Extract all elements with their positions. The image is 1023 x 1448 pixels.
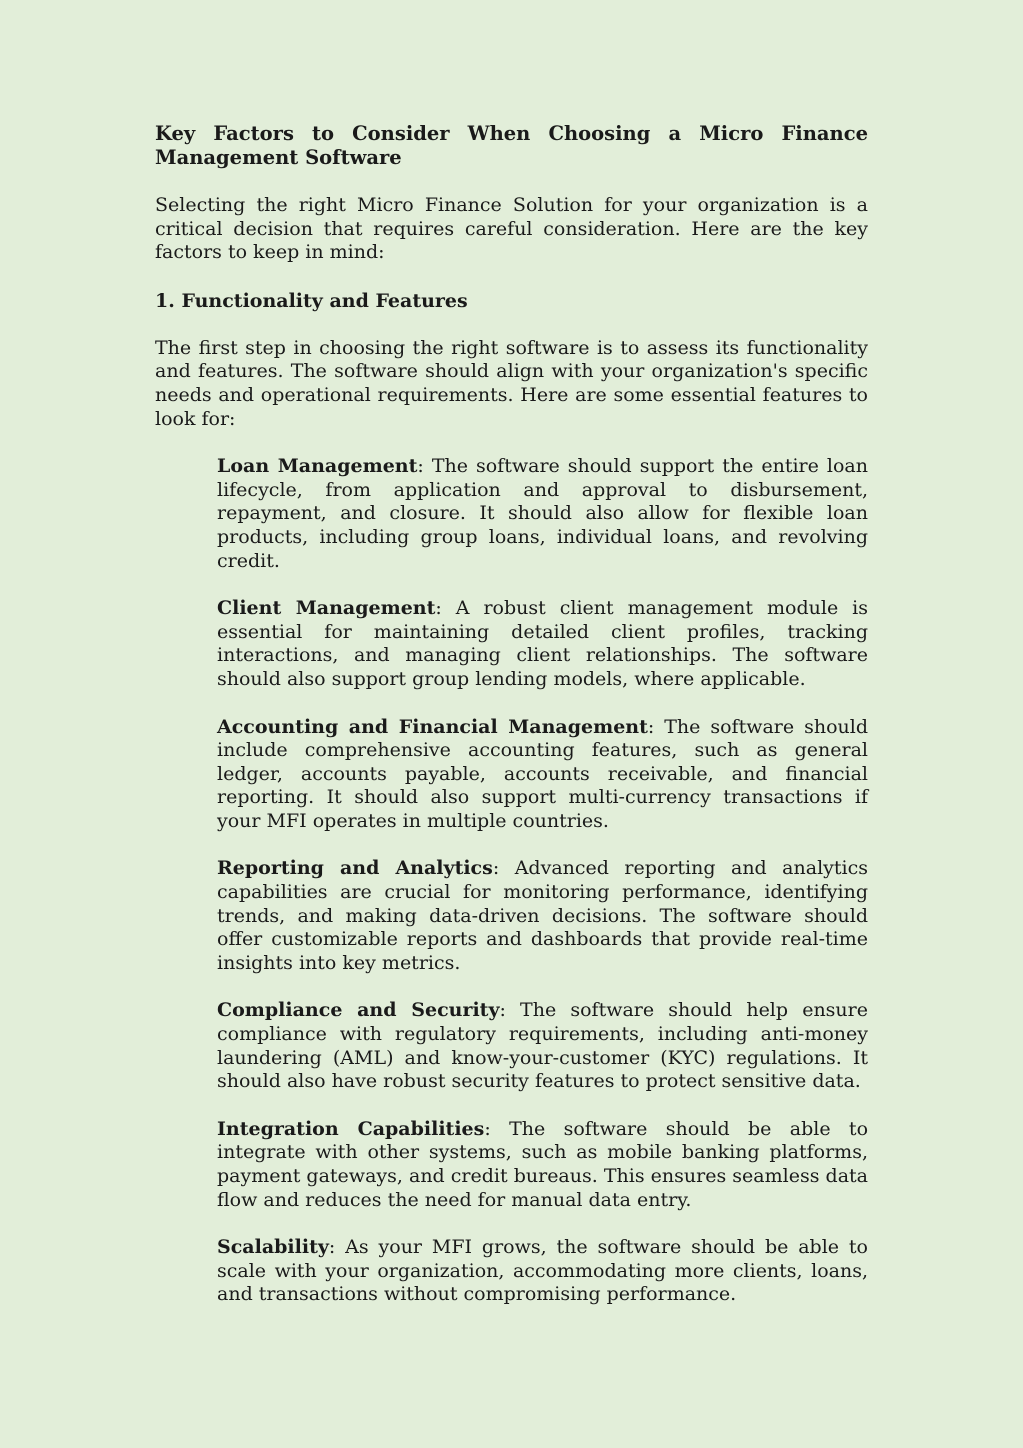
feature-item-integration: [217, 1118, 868, 1212]
feature-list: [155, 455, 868, 1307]
feature-item-accounting: [217, 716, 868, 834]
feature-description: : The software should be able to integrate with other systems, such as mobile banking platforms, payment gateways, and credit bureaus. This ensures seamless data flow and reduces the need for manual data entry.: [217, 1117, 869, 1211]
feature-item-compliance: [217, 999, 868, 1093]
section-body-paragraph: The first step in choosing the right software is to assess its functionality and features. The software should align with your organization's specific needs and operational requirements. Here are some essential features to look for:: [155, 336, 868, 430]
feature-term: Accounting and Financial Management: [217, 715, 648, 738]
feature-description: : A robust client management module is essential for maintaining detailed client profiles, tracking interactions, and managing client relationships. The software should also support group lending models, where applicable.: [217, 597, 868, 690]
feature-item-client-management: [217, 597, 868, 691]
feature-description: : As your MFI grows, the software should be able to scale with your organization, accommodating more clients, loans, and transactions without compromising performance.: [217, 1236, 868, 1306]
intro-paragraph: Selecting the right Micro Finance Solution for your organization is a critical decision that requires careful consideration. Here are the key factors to keep in mind:: [155, 194, 868, 264]
feature-item-loan-management: [217, 455, 868, 573]
feature-term: Scalability: [217, 1236, 329, 1259]
feature-term: Integration Capabilities: [217, 1117, 485, 1140]
feature-item-scalability: [217, 1236, 868, 1307]
section-heading-functionality: 1. Functionality and Features: [155, 289, 468, 312]
feature-description: : The software should help ensure compliance with regulatory requirements, including anti-money laundering (AML) and know-your-customer (KYC) regulations. It should also have robust security features to protect sensitive data.: [217, 999, 868, 1093]
feature-term: Loan Management: [217, 455, 418, 478]
feature-description: : The software should include comprehensive accounting features, such as general ledger, accounts payable, accounts receivable, and financial reporting. It should also support multi-currency transactions if your MFI operates in multiple countries.: [217, 715, 868, 832]
feature-term: Reporting and Analytics: [217, 857, 493, 880]
feature-description: : Advanced reporting and analytics capabilities are crucial for monitoring performance, identifying trends, and making data-driven decisions. The software should offer customizable reports and dashboards that provide real-time insights into key metrics.: [217, 857, 868, 974]
document-title: Key Factors to Consider When Choosing a Micro Finance Management Software: [155, 122, 868, 169]
feature-item-reporting: [217, 857, 868, 975]
document-page: [155, 122, 868, 1331]
feature-term: Compliance and Security: [217, 999, 500, 1022]
feature-term: Client Management: [217, 597, 436, 620]
feature-description: : The software should support the entire loan lifecycle, from application and approval to disbursement, repayment, and closure. It should also allow for flexible loan products, including group loans, individual loans, and revolving credit.: [217, 455, 868, 572]
